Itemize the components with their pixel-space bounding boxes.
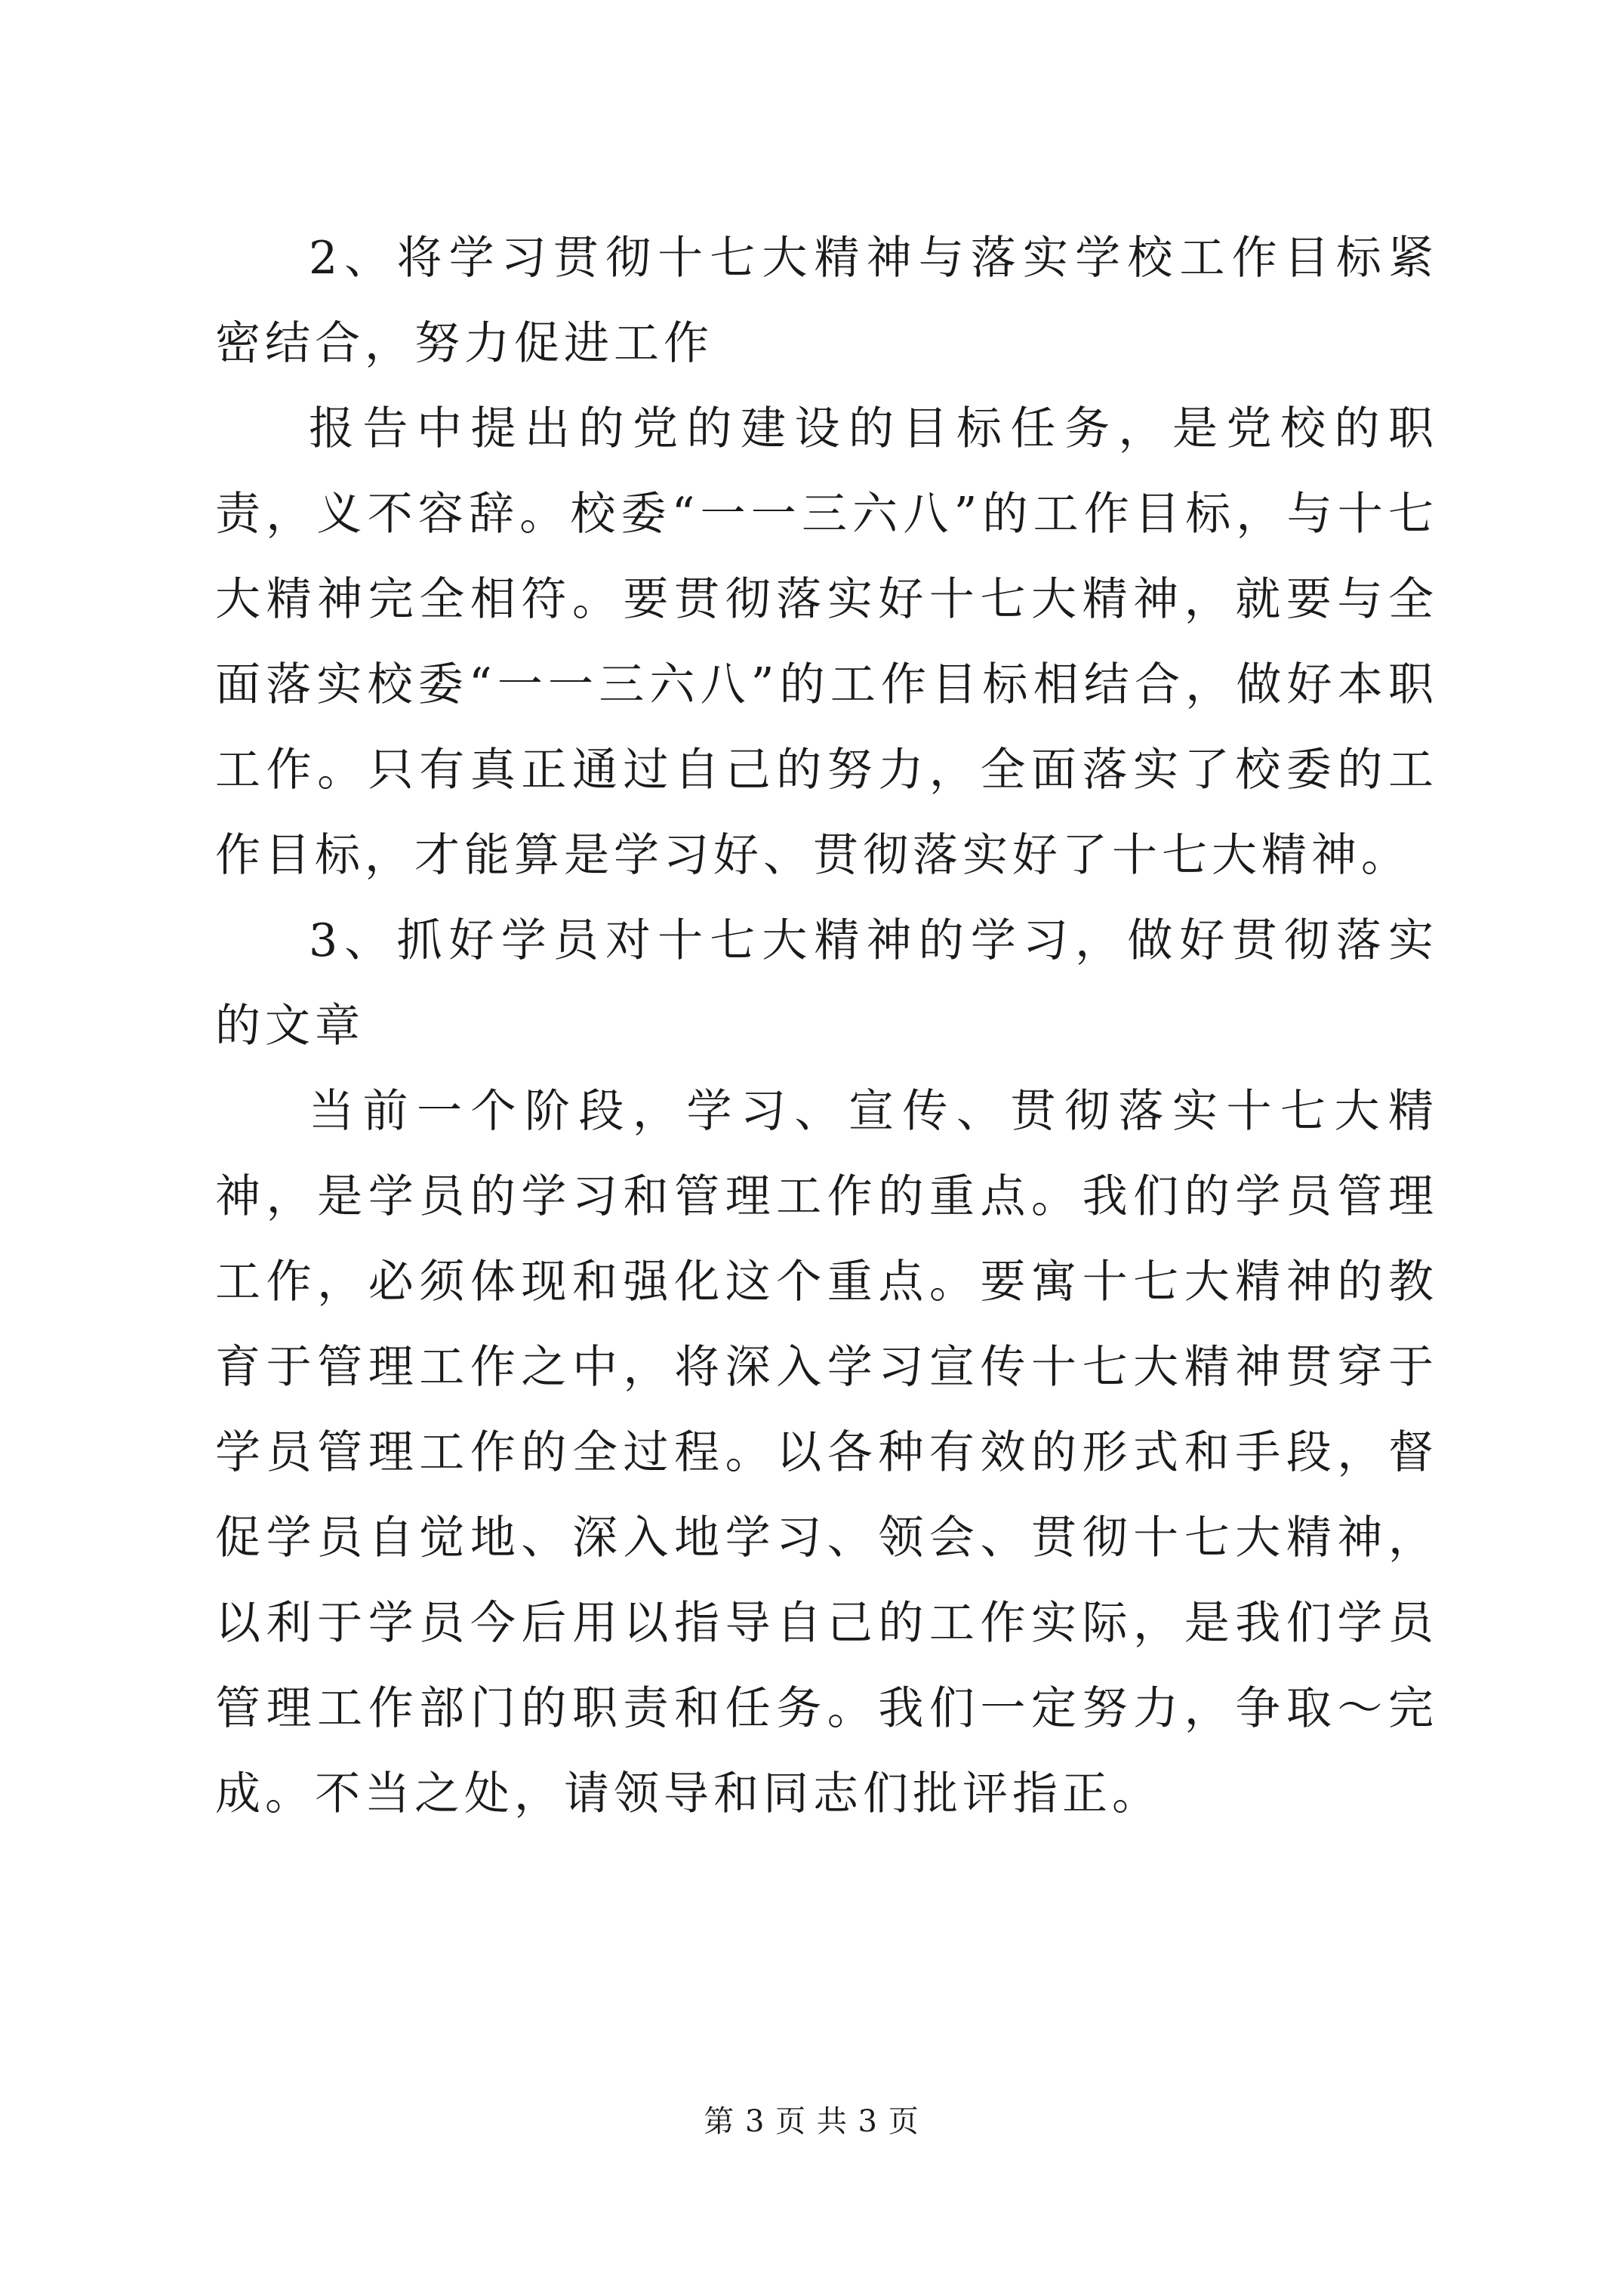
section-heading-3: 3、抓好学员对十七大精神的学习，做好贯彻落实的文章	[215, 914, 1438, 1052]
paragraph: 当前一个阶段，学习、宣传、贯彻落实十七大精神，是学员的学习和管理工作的重点。我们的学员管理工作，必须体现和强化这个重点。要寓十七大精神的教育于管理工作之中，将深入学习宣传十七大精神贯穿于学员管理工作的全过程。以各种有效的形式和手段，督促学员自觉地、深入地学习、领会、贯彻十七大精神，以利于学员今后用以指导自己的工作实际，是我们学员管理工作部门的职责和任务。我们一定努力，争取～完成。不当之处，请领导和同志们批评指正。	[215, 1085, 1438, 1820]
document-body	[215, 216, 1438, 1837]
paragraph: 报告中提出的党的建设的目标任务，是党校的职责，义不容辞。校委“一一三六八”的工作目标，与十七大精神完全相符。要贯彻落实好十七大精神，就要与全面落实校委“一一三六八”的工作目标相结合，做好本职工作。只有真正通过自己的努力，全面落实了校委的工作目标，才能算是学习好、贯彻落实好了十七大精神。	[215, 402, 1438, 882]
section-heading-2: 2、将学习贯彻十七大精神与落实学校工作目标紧密结合，努力促进工作	[215, 232, 1438, 370]
page-footer: 第 3 页 共 3 页	[704, 2104, 919, 2139]
